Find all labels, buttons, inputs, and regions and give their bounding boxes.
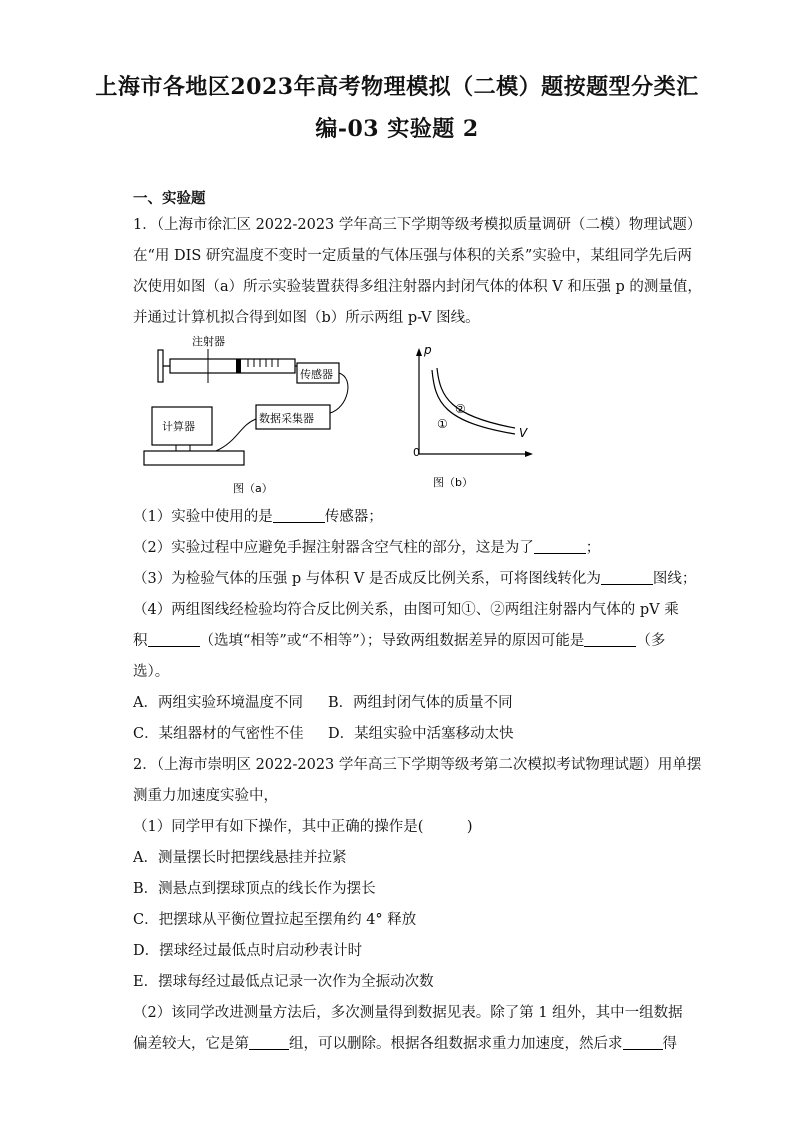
q1-option-a: A．两组实验环境温度不同: [133, 695, 303, 711]
q1-intro-line3: 次使用如图（a）所示实验装置获得多组注射器内封闭气体的体积 V 和压强 p 的测量值，: [133, 279, 702, 295]
q1-sub2-blank[interactable]: [534, 539, 586, 554]
q2-option-a: A．测量摆长时把摆线悬挂并拉紧: [133, 850, 347, 866]
q1-sub1: [133, 505, 383, 526]
q2-sub2-text-a: 偏差较大，它是第: [133, 1036, 249, 1052]
y-axis-arrow: [416, 348, 422, 356]
figure-a-caption: 图（a）: [233, 482, 273, 495]
page-title-line2: 编-03 实验题 2: [315, 116, 479, 142]
computer-label: 计算器: [162, 420, 195, 433]
curve-2-label: ②: [455, 402, 466, 416]
curve-1-label: ①: [437, 417, 448, 431]
q1-intro-line2: 在“用 DIS 研究温度不变时一定质量的气体压强与体积的关系”实验中，某组同学先后两: [133, 248, 692, 264]
q1-sub2: [133, 536, 600, 557]
syringe-label: 注射器: [192, 335, 225, 348]
q2-sub2-text-c: 得: [662, 1036, 677, 1052]
q2-option-b: B．测悬点到摆球顶点的线长作为摆长: [133, 881, 376, 897]
syringe-plate: [158, 350, 163, 382]
q1-sub2-text: （2）实验过程中应避免手握注射器含空气柱的部分，这是为了: [133, 540, 534, 556]
page-title-line1: 上海市各地区2023年高考物理模拟（二模）题按题型分类汇: [95, 74, 699, 100]
q1-intro-line1: 1．（上海市徐汇区 2022-2023 学年高三下学期等级考模拟质量调研（二模）物理试题）: [133, 217, 702, 233]
q2-intro-line2: 测重力加速度实验中，: [133, 788, 278, 804]
q1-option-b: B．两组封闭气体的质量不同: [328, 695, 513, 711]
q1-intro-line4: 并通过计算机拟合得到如图（b）所示两组 p-V 图线。: [133, 310, 480, 326]
q2-sub2-line2: [133, 1032, 677, 1053]
figure-b-pv-graph: [405, 342, 545, 494]
q2-sub2-line1: （2）该同学改进测量方法后，多次测量得到数据见表。除了第 1 组外，其中一组数据: [133, 1005, 683, 1021]
curve-2: [437, 368, 515, 428]
q1-sub4-line3: 选）。: [133, 664, 170, 680]
q1-sub4-text-b: （选填“相等”或“不相等”）；导致两组数据差异的原因可能是: [199, 633, 585, 649]
q2-option-c: C．把摆球从平衡位置拉起至摆角约 4° 释放: [133, 912, 417, 928]
q1-sub1-text: （1）实验中使用的是: [133, 509, 273, 525]
q1-sub4-line1: （4）两组图线经检验均符合反比例关系，由图可知①、②两组注射器内气体的 pV 乘: [133, 602, 679, 618]
plunger-head: [236, 359, 241, 373]
q2-intro-line1: 2．（上海市崇明区 2022-2023 学年高三下学期等级考第二次模拟考试物理试题）用单摆: [133, 757, 702, 773]
q1-sub4-text-a: 积: [133, 633, 148, 649]
computer-base: [144, 451, 244, 465]
syringe-barrel: [170, 359, 295, 373]
figure-a-apparatus: [140, 333, 360, 498]
y-axis-label: p: [424, 343, 432, 357]
q2-sub1: （1）同学甲有如下操作，其中正确的操作是( ): [133, 819, 473, 835]
q1-sub4-line2: [133, 629, 665, 650]
origin-label: 0: [413, 446, 420, 459]
x-axis-label: V: [519, 426, 528, 440]
figure-b-caption: 图（b）: [433, 476, 473, 489]
q1-sub4-blank2[interactable]: [584, 632, 636, 647]
q1-sub1-text-post: 传感器；: [324, 509, 383, 525]
q1-option-d: D．某组实验中活塞移动太快: [328, 726, 514, 742]
collector-label: 数据采集器: [259, 412, 314, 425]
x-axis-arrow: [525, 451, 533, 457]
q1-sub3-blank[interactable]: [601, 570, 653, 585]
section-heading: 一、实验题: [133, 190, 206, 207]
q1-sub2-text-post: ；: [585, 540, 601, 556]
q2-option-e: E．摆球每经过最低点记录一次作为全振动次数: [133, 974, 434, 990]
q1-option-c: C．某组器材的气密性不佳: [133, 726, 304, 742]
q2-sub2-text-b: 组，可以删除。根据各组数据求重力加速度，然后求: [289, 1036, 623, 1052]
sensor-label: 传感器: [300, 368, 333, 381]
q2-option-d: D．摆球经过最低点时启动秒表计时: [133, 943, 363, 959]
q1-sub4-blank1[interactable]: [148, 632, 200, 647]
q1-sub4-text-c: （多: [636, 633, 666, 649]
q1-sub1-blank[interactable]: [273, 508, 325, 523]
q1-sub3-text-post: 图线；: [652, 571, 697, 587]
q2-sub2-blank1[interactable]: [249, 1035, 289, 1050]
q2-sub2-blank2[interactable]: [623, 1035, 663, 1050]
q1-sub3-text: （3）为检验气体的压强 p 与体积 V 是否成反比例关系，可将图线转化为: [133, 571, 601, 587]
q1-sub3: [133, 567, 696, 588]
